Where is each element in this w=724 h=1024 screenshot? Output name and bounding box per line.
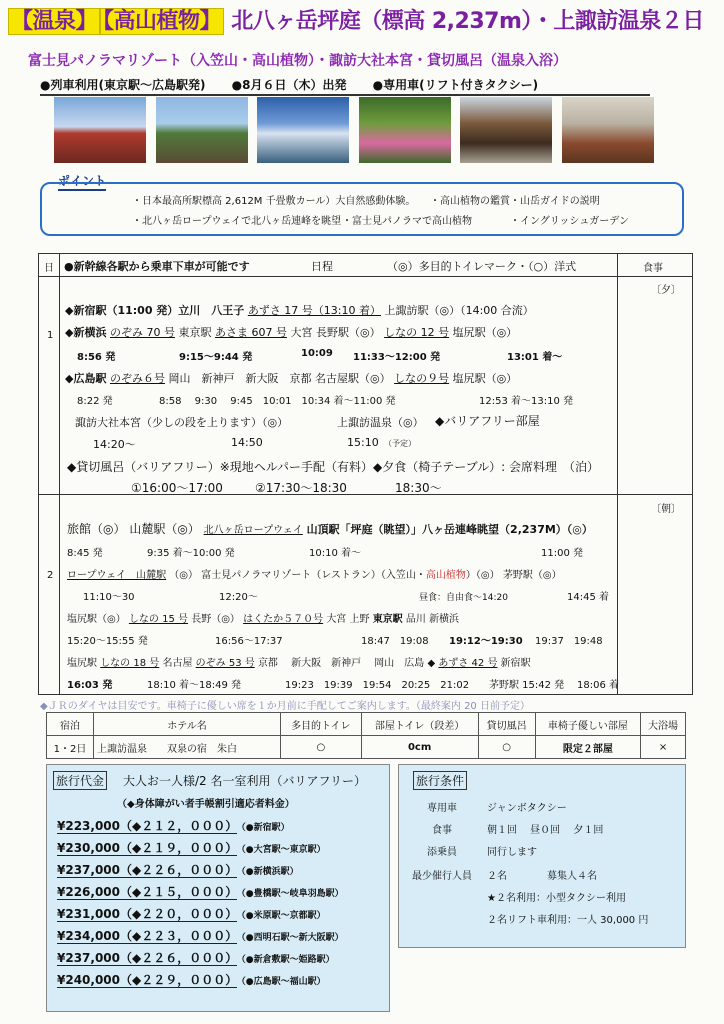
d2-r5-f: 上野 (349, 614, 370, 625)
point-box (40, 182, 684, 236)
hotel-col: 車椅子優しい部屋 (535, 713, 640, 736)
train-schedule-note: ◆ＪＲのダイヤは目安です。車椅子に優しい席を１か月前に手配してご案内します。（最終案内 20 日前予定） (40, 701, 530, 712)
d2-r5-e: 大宮 (326, 614, 347, 625)
hotel-col: 部屋トイレ（段差） (361, 713, 478, 736)
d1-r6-b: 上諏訪温泉（◎） (337, 416, 424, 429)
d2-r2-d: 11:00 発 (541, 548, 583, 559)
d1-r3-d: 11:33～12:00 発 (353, 352, 441, 363)
d2-r5-b: しなの 15 号 (128, 614, 189, 625)
d1-r9-c: 18:30～ (395, 481, 442, 495)
d1-r6-a: 諏訪大社本宮（少しの段を上ります）（◎） (75, 416, 289, 429)
d2-r3-b: （◎） (169, 570, 199, 581)
d1-r6-c: ◆バリアフリー部屋 (435, 414, 540, 428)
price-row: ¥230,000（◆２１９，０００） （●大宮駅～東京駅） (57, 841, 326, 855)
d2-r8-c: 19:23 19:39 19:54 20:25 21:02 (285, 680, 470, 691)
d2-r1-b: 山麓駅（◎） (129, 522, 200, 536)
d1-r3-c: 10:09 (301, 348, 333, 359)
hotel-cell: × (641, 736, 686, 759)
d2-r7-c: 名古屋 (162, 658, 193, 669)
d2-r3-a: ロープウェイ 山麓駅 (67, 570, 167, 581)
d2-r6-c: 18:47 19:08 (361, 636, 429, 647)
info-date: ●8月６日（木）出発 (231, 78, 347, 92)
d2-r3-c: 富士見パノラマリゾート（レストラン）（入笠山・ (201, 570, 426, 581)
d2-r7-b: しなの 18 号 (100, 658, 160, 669)
d1-r7-b: 14:50 (231, 436, 263, 449)
hotel-cell: 0cm (361, 736, 478, 759)
head-note: ●新幹線各駅から乗車下車が可能です (64, 260, 250, 273)
price-sub: （◆身体障がい者手帳割引適応者料金） (117, 799, 295, 810)
d1-r1-text: ◆新宿駅（11:00 発）立川 八王子 (65, 304, 245, 317)
d2-r5-c: 長野（◎） (191, 614, 240, 625)
meal-breakfast: 〔朝〕 (651, 504, 681, 515)
d2-r3-f: 茅野駅（◎） (502, 570, 562, 581)
price-label: 旅行代金 (53, 771, 107, 790)
d1-r4-d: 名古屋駅（◎） (314, 372, 391, 385)
d2-r3-d: 高山植物 (425, 570, 466, 581)
d2-r2-a: 8:45 発 (67, 548, 103, 559)
hotel-table-header (47, 713, 686, 736)
tag-alpine-plants: 【高山植物】 (100, 8, 224, 35)
d1-r4-f: 塩尻駅（◎） (452, 372, 518, 385)
page-title (8, 4, 704, 35)
d1-r3-e: 13:01 着～ (507, 352, 563, 363)
day-number: 2 (47, 570, 54, 581)
info-bar (40, 76, 650, 96)
price-row: ¥231,000（◆２２０，０００） （●米原駅～京都駅） (57, 907, 326, 921)
d2-r8-a: 16:03 発 (67, 680, 113, 691)
price-row: ¥240,000（◆２２９，０００） （●広島駅～福山駅） (57, 973, 326, 987)
d1-r7-d: （予定） (384, 439, 416, 448)
point-label: ポイント (58, 172, 106, 191)
point-item: ・北八ヶ岳ロープウェイで北八ヶ岳連峰を眺望 (132, 216, 342, 227)
d1-r1-dest: 上諏訪駅（◎）（14:00 合流） (384, 304, 534, 317)
hotel-col: 貸切風呂 (478, 713, 535, 736)
photo-mountain-view (257, 97, 349, 163)
d1-r2-c: 東京駅 (178, 326, 212, 339)
point-item: ・高山植物の鑑賞・山岳ガイドの説明 (430, 196, 600, 207)
subtitle: 富士見パノラマリゾート（入笠山・高山植物）・諏訪大社本宮・貸切風呂（温泉入浴） (28, 53, 567, 69)
price-row: ¥237,000（◆２２６，０００） （●新倉敷駅～姫路駅） (57, 951, 335, 965)
hotel-cell: 限定２部屋 (535, 736, 640, 759)
table-row (47, 736, 686, 759)
d1-r5-a: 8:22 発 (77, 396, 113, 407)
d2-r1-a: 旅館（◎） (67, 522, 126, 536)
d2-r7-f: ◆ (427, 658, 436, 669)
d2-r7-g: あずさ 42 号 (438, 658, 498, 669)
d2-r8-b: 18:10 着～18:49 発 (147, 680, 241, 691)
point-item: ・富士見パノラマで高山植物 (342, 216, 472, 227)
d2-r6-e: 19:37 19:48 (535, 636, 603, 647)
conditions-box: 旅行条件 専用車 ジャンボタクシー 食事 朝１回 昼０回 夕１回 添乗員 同行します 最少催行人員 ２名 募集人４名 ★２名利用：小型タクシー利用 ２名リフト車利用：一人 30,000 円 (398, 764, 686, 948)
d2-r5-i: 新横浜 (429, 614, 460, 625)
conditions-label: 旅行条件 (413, 771, 467, 790)
d2-r3-e: ）（◎） (465, 570, 500, 581)
d2-row5 (67, 610, 459, 625)
d2-r4-a: 11:10～30 (83, 592, 135, 603)
price-row: ¥226,000（◆２１５，０００） （●豊橋駅～岐阜羽島駅） (57, 885, 344, 899)
d1-r2-h: 塩尻駅（◎） (452, 326, 518, 339)
d1-r2-f: 長野駅（◎） (315, 326, 381, 339)
hotel-col: 多目的トイレ (281, 713, 362, 736)
photo-ropeway (54, 97, 146, 163)
info-train: ●列車利用(東京駅～広島駅発) (40, 78, 206, 92)
d2-r5-g: 東京駅 (372, 614, 403, 625)
hotel-table (46, 712, 686, 759)
title-text: 北八ヶ岳坪庭（標高 2,237m）・上諏訪温泉２日 (231, 9, 704, 34)
d1-r4-c: 岡山 新神戸 新大阪 京都 (168, 372, 312, 385)
hotel-cell: ○ (281, 736, 362, 759)
d2-r6-d: 19:12～19:30 (449, 636, 523, 647)
d1-r2-a: ◆新横浜 (65, 326, 107, 339)
d2-row3 (67, 566, 562, 581)
photo-shrine (460, 97, 552, 163)
d1-r4-a: ◆広島駅 (65, 372, 107, 385)
head-itinerary: 日程 (311, 260, 333, 273)
hotel-cell: 1・2日 (47, 736, 94, 759)
d1-r9-b: ②17:30～18:30 (255, 481, 347, 495)
d2-r7-a: 塩尻駅 (67, 658, 97, 669)
d2-r4-b: 12:20～ (219, 592, 258, 603)
meal-dinner: 〔夕〕 (651, 285, 681, 296)
head-toilet-legend: （◎）多目的トイレマーク・（○）洋式 (387, 260, 577, 273)
d1-r2-e: 大宮 (290, 326, 313, 339)
price-heading: 大人お一人様/2 名一室利用（バリアフリー） (123, 774, 367, 788)
tag-onsen: 【温泉】 (8, 8, 100, 35)
point-item: ・日本最高所駅標高 2,612M 千畳敷カール）大自然感動体験。 (132, 196, 416, 207)
d1-r7-c: 15:10 (347, 436, 379, 449)
head-meal: 食事 (643, 263, 663, 274)
d1-row1 (65, 302, 534, 318)
d1-r3-a: 8:56 発 (77, 352, 116, 363)
d1-r5-c: 12:53 着～13:10 発 (479, 396, 573, 407)
d2-r5-a: 塩尻駅（◎） (67, 614, 126, 625)
photo-flowers (359, 97, 451, 163)
d1-r4-e: しなの９号 (394, 372, 450, 385)
photo-observation (156, 97, 248, 163)
hotel-cell: ○ (478, 736, 535, 759)
d2-r7-h: 新宿駅 (500, 658, 531, 669)
d1-r4-b: のぞみ６号 (109, 372, 165, 385)
d1-r2-g: しなの 12 号 (384, 326, 450, 339)
d2-r7-d: のぞみ 53 号 (195, 658, 255, 669)
d2-r1-c: 北八ヶ岳ロープウェイ (203, 525, 303, 536)
d1-row4 (65, 370, 517, 386)
d2-r1-d: 山頂駅「坪庭（眺望）」八ヶ岳連峰眺望（2,237M）（◎） (306, 523, 593, 536)
photo-bath (562, 97, 654, 163)
d1-r1-train: あずさ 17 号（13:10 着） (247, 304, 381, 317)
d2-r7-e: 京都 新大阪 新神戸 岡山 広島 (257, 658, 425, 669)
d1-r5-b: 8:58 9:30 9:45 10:01 10:34 着～11:00 発 (159, 396, 396, 407)
d1-r2-b: のぞみ 70 号 (109, 326, 175, 339)
d1-r8: ◆貸切風呂（バリアフリー）※現地ヘルパー手配（有料）◆夕食（椅子テーブル）: 会席料理 （泊） (67, 460, 599, 474)
d2-r8-d: 茅野駅 15:42 発 (489, 680, 565, 691)
d2-row1 (67, 520, 593, 537)
d1-r7-a: 14:20～ (93, 438, 136, 451)
schedule-table (38, 253, 693, 695)
d2-r4-d: 14:45 着 (567, 592, 609, 603)
d2-r6-b: 16:56～17:37 (215, 636, 283, 647)
hotel-col: 宿泊 (47, 713, 94, 736)
hotel-col: 大浴場 (641, 713, 686, 736)
d2-r2-b: 9:35 着～10:00 発 (147, 548, 235, 559)
d2-row7 (67, 654, 531, 669)
d1-r3-b: 9:15～9:44 発 (179, 352, 253, 363)
info-vehicle: ●専用車(リフト付きタクシー) (372, 78, 539, 92)
d1-row2 (65, 324, 517, 340)
hotel-col: ホテル名 (94, 713, 281, 736)
d2-r4-c: 昼食：自由食～14:20 (419, 593, 508, 603)
d2-r5-h: 品川 (405, 614, 426, 625)
price-row: ¥223,000（◆２１２，０００） （●新宿駅） (57, 819, 290, 833)
d2-r2-c: 10:10 着～ (309, 548, 361, 559)
head-day: 日 (44, 263, 54, 274)
photo-strip (54, 97, 654, 167)
d1-r9-a: ①16:00～17:00 (131, 481, 223, 495)
d1-r2-d: あさま 607 号 (214, 326, 287, 339)
d2-r5-d: はくたか５７０号 (243, 614, 324, 625)
price-row: ¥237,000（◆２２６，０００） （●新横浜駅） (57, 863, 299, 877)
point-item: ・イングリッシュガーデン (510, 216, 629, 227)
day-number: 1 (47, 330, 54, 341)
price-box (46, 764, 390, 1012)
d2-r6-a: 15:20～15:55 発 (67, 636, 148, 647)
price-row: ¥234,000（◆２２３，０００） （●西明石駅～新大阪駅） (57, 929, 344, 943)
d2-r8-e: 18:06 着 (577, 680, 619, 691)
hotel-cell: 上諏訪温泉 双泉の宿 朱白 (94, 736, 281, 759)
